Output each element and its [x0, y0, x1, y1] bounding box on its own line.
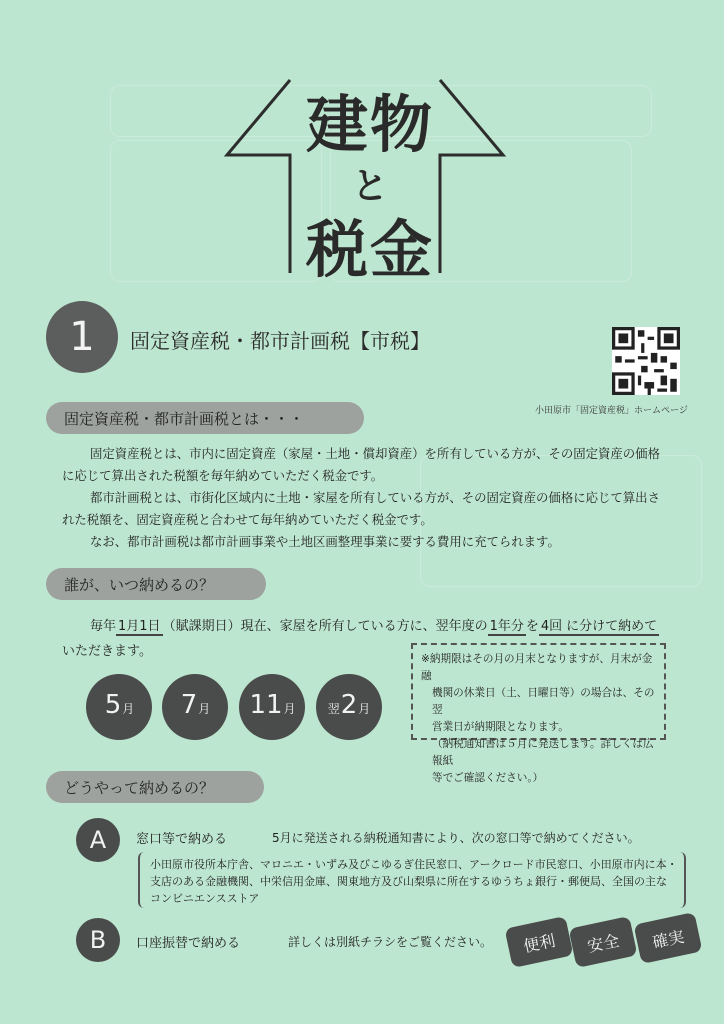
month-circle — [316, 674, 382, 740]
title-line-2: と — [351, 166, 388, 207]
when-g: に分けて納めて — [566, 619, 658, 634]
month-suffix: 月 — [198, 702, 211, 716]
section-title: 固定資産税・都市計画税【市税】 — [130, 329, 430, 353]
title-line-3: 税金 — [305, 213, 434, 286]
note-line: ※納期限はその月の月末となりますが、月末が金融 — [421, 653, 653, 682]
method-b-description: 詳しくは別紙チラシをご覧ください。 — [288, 935, 493, 949]
when-c: （賦課期日）現在、家屋を所有している方に、翌年度の — [162, 619, 488, 634]
method-a-marker: A — [76, 818, 120, 862]
badge-reliable: 確実 — [634, 912, 703, 964]
about-p2-line2: れた税額を、固定資産税と合わせて毎年納めていただく税金です。 — [62, 512, 433, 527]
when-e: を — [525, 619, 539, 634]
note-line: 機関の休業日（土、日曜日等）の場合は、その翌 — [432, 687, 655, 716]
when-a: 毎年 — [90, 619, 117, 634]
badge-convenient: 便利 — [505, 916, 574, 968]
about-paragraph-1 — [62, 443, 660, 553]
month-suffix: 月 — [283, 702, 296, 716]
qr-code-icon[interactable] — [612, 327, 680, 395]
how-heading — [46, 771, 264, 803]
about-p3: なお、都市計画税は都市計画事業や土地区画整理事業に要する費用に充てられます。 — [90, 534, 560, 549]
note-line: 等でご確認ください。） — [432, 772, 544, 784]
location-line: コンビニエンスストア — [150, 892, 260, 905]
about-p2-line1: 都市計画税とは、市街化区域内に土地・家屋を所有している方が、その固定資産の価格に応じて算出さ — [90, 490, 660, 505]
when-sentence-end: いただきます。 — [62, 644, 152, 659]
when-installments: 4回 — [540, 619, 563, 634]
about-p1-line2: に応じて算出された税額を毎年納めていただく税金です。 — [62, 468, 384, 483]
section-number: 1 — [46, 301, 118, 373]
title-line-1: 建物 — [305, 88, 434, 161]
location-line: 支店のある金融機関、中栄信用金庫、関東地方及び山梨県に所在するゆうちょ銀行・郵便局、全国の主な — [150, 875, 667, 888]
when-sentence — [90, 615, 659, 634]
month-circle — [162, 674, 228, 740]
when-heading — [46, 568, 266, 600]
badge-safe: 安全 — [569, 916, 638, 968]
note-line: （納税通知書は５月に発送します。詳しくは広報紙 — [432, 738, 654, 767]
month-number: 2 — [340, 690, 358, 720]
month-prefix: 翌 — [327, 702, 340, 716]
when-date: 1月1日 — [118, 619, 161, 634]
payment-deadline-note — [411, 643, 666, 784]
method-a-label: 窓口等で納める — [136, 832, 228, 847]
location-line: 小田原市役所本庁舎、マロニエ・いずみ及びこゆるぎ住民窓口、アークロード市民窓口、小田原市内に本・ — [150, 858, 678, 871]
when-heading-text: 誰が、いつ納めるの？ — [64, 575, 215, 594]
note-line: 営業日が納期限となります。 — [432, 721, 569, 733]
about-heading-text: 固定資産税・都市計画税とは・・・ — [64, 409, 305, 428]
month-circle — [86, 674, 152, 740]
method-b-marker: B — [76, 918, 120, 962]
method-a-description: 5月に発送される納税通知書により、次の窓口等で納めてください。 — [272, 831, 640, 845]
month-number: 11 — [249, 690, 283, 720]
month-suffix: 月 — [358, 702, 371, 716]
month-suffix: 月 — [122, 702, 135, 716]
payment-locations-list — [138, 852, 686, 908]
method-b-label: 口座振替で納める — [136, 936, 241, 951]
about-heading — [46, 402, 364, 434]
when-year-portion: 1年分 — [489, 619, 524, 634]
month-circle — [239, 674, 305, 740]
qr-caption: 小田原市「固定資産税」ホームページ — [535, 406, 688, 416]
about-p1-line1: 固定資産税とは、市内に固定資産（家屋・土地・償却資産）を所有している方が、その固定資産の価格 — [90, 446, 660, 461]
month-number: 5 — [104, 690, 122, 720]
how-heading-text: どうやって納めるの？ — [64, 778, 215, 797]
month-number: 7 — [180, 690, 198, 720]
